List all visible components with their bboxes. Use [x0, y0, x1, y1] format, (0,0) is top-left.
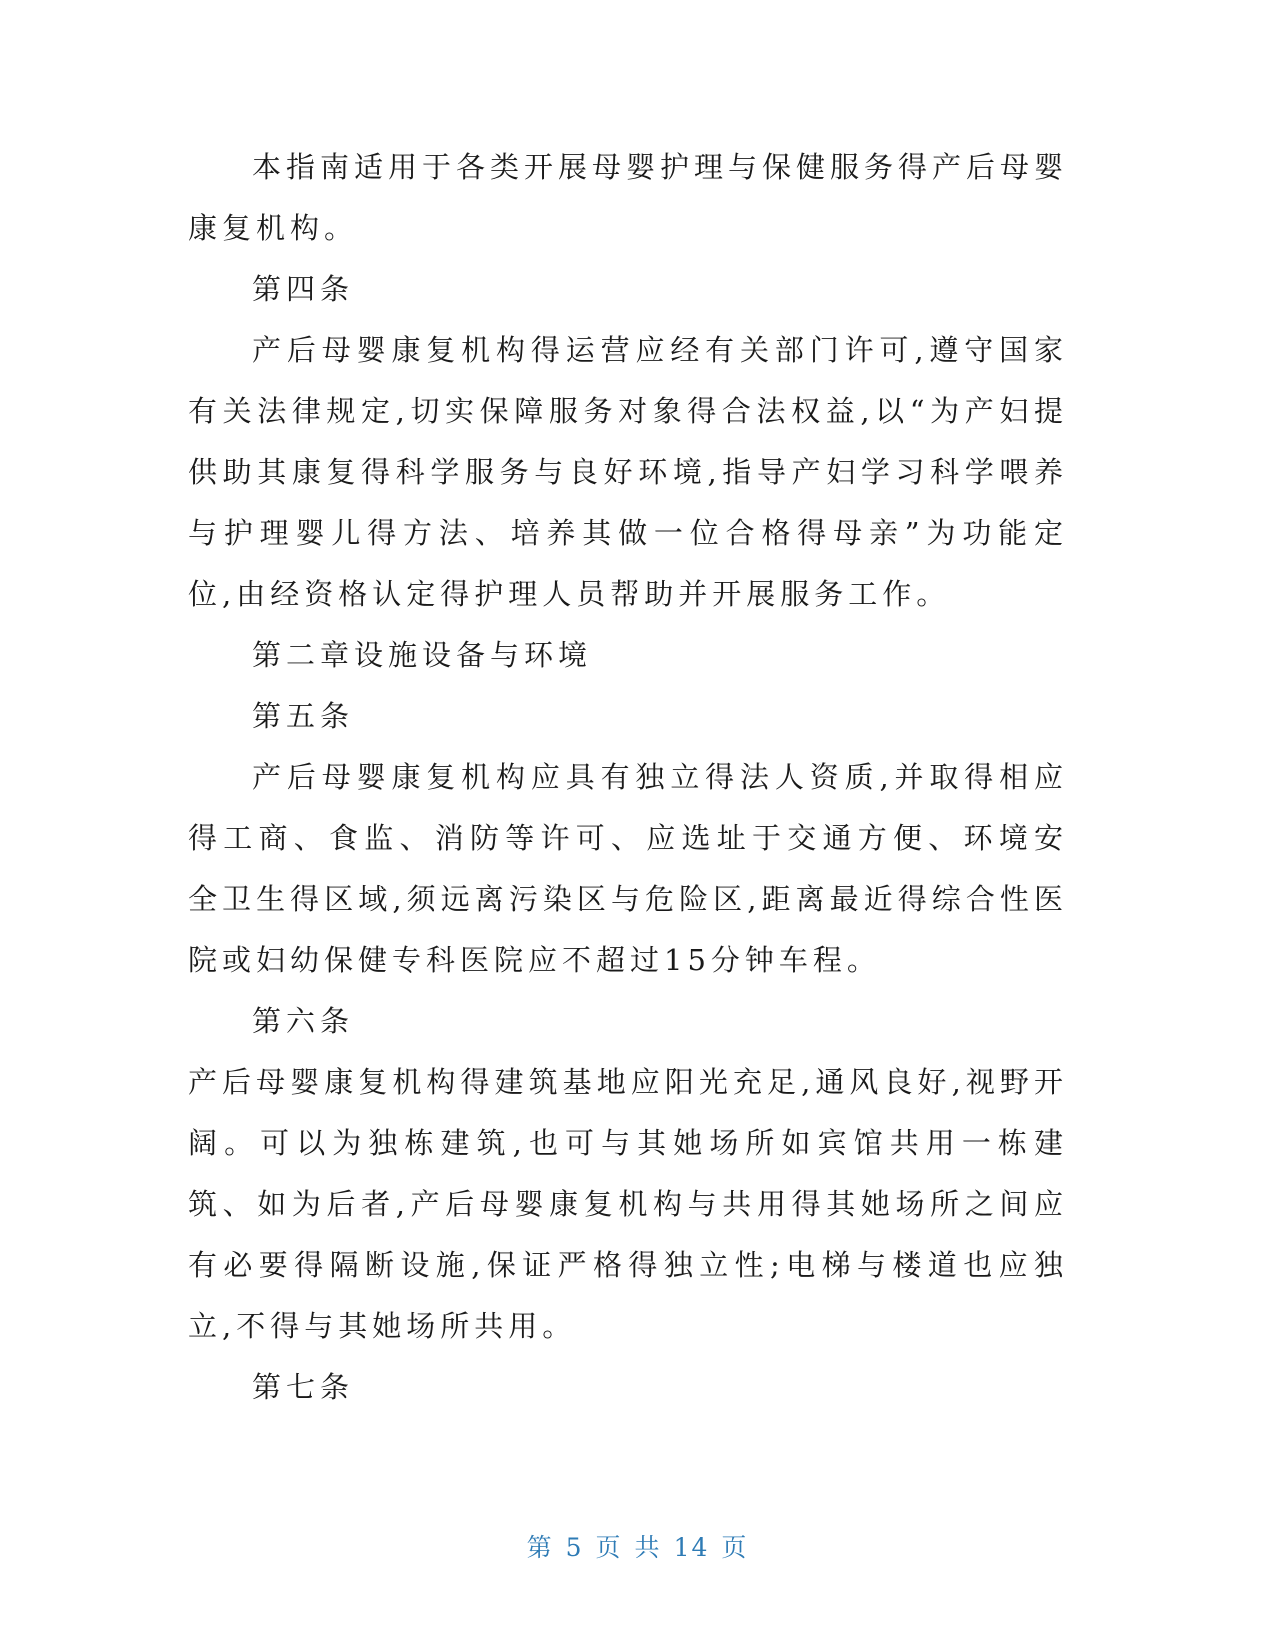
article-6-heading: 第六条 [252, 1004, 355, 1038]
paragraph-scope: 本指南适用于各类开展母婴护理与保健服务得产后母婴康复机构。 [188, 150, 1069, 245]
footer-current-page: 5 [565, 1533, 584, 1562]
footer-total-pages: 14 [673, 1533, 710, 1562]
footer-suffix: 页 [721, 1533, 749, 1562]
page-footer [0, 1528, 1275, 1564]
paragraph-article-4: 产后母婴康复机构得运营应经有关部门许可,遵守国家有关法律规定,切实保障服务对象得合法权益,以“为产妇提供助其康复得科学服务与良好环境,指导产妇学习科学喂养与护理婴儿得方法、培养其做一位合格得母亲”为功能定位,由经资格认定得护理人员帮助并开展服务工作。 [188, 333, 1068, 611]
footer-total-word: 共 [634, 1533, 662, 1562]
document-body [188, 137, 1068, 1418]
paragraph-article-5: 产后母婴康复机构应具有独立得法人资质,并取得相应得工商、食监、消防等许可、应选址于交通方便、环境安全卫生得区域,须远离污染区与危险区,距离最近得综合性医院或妇幼保健专科医院应不超过15分钟车程。 [188, 760, 1068, 977]
footer-prefix: 第 [526, 1533, 554, 1562]
article-5-heading: 第五条 [252, 699, 355, 733]
footer-page-word: 页 [595, 1533, 623, 1562]
article-7-heading: 第七条 [252, 1370, 355, 1404]
paragraph-article-6: 产后母婴康复机构得建筑基地应阳光充足,通风良好,视野开阔。可以为独栋建筑,也可与其她场所如宾馆共用一栋建筑、如为后者,产后母婴康复机构与共用得其她场所之间应有必要得隔断设施,保证严格得独立性;电梯与楼道也应独立,不得与其她场所共用。 [188, 1065, 1068, 1343]
chapter-2-heading: 第二章设施设备与环境 [252, 638, 593, 672]
article-4-heading: 第四条 [252, 272, 355, 306]
